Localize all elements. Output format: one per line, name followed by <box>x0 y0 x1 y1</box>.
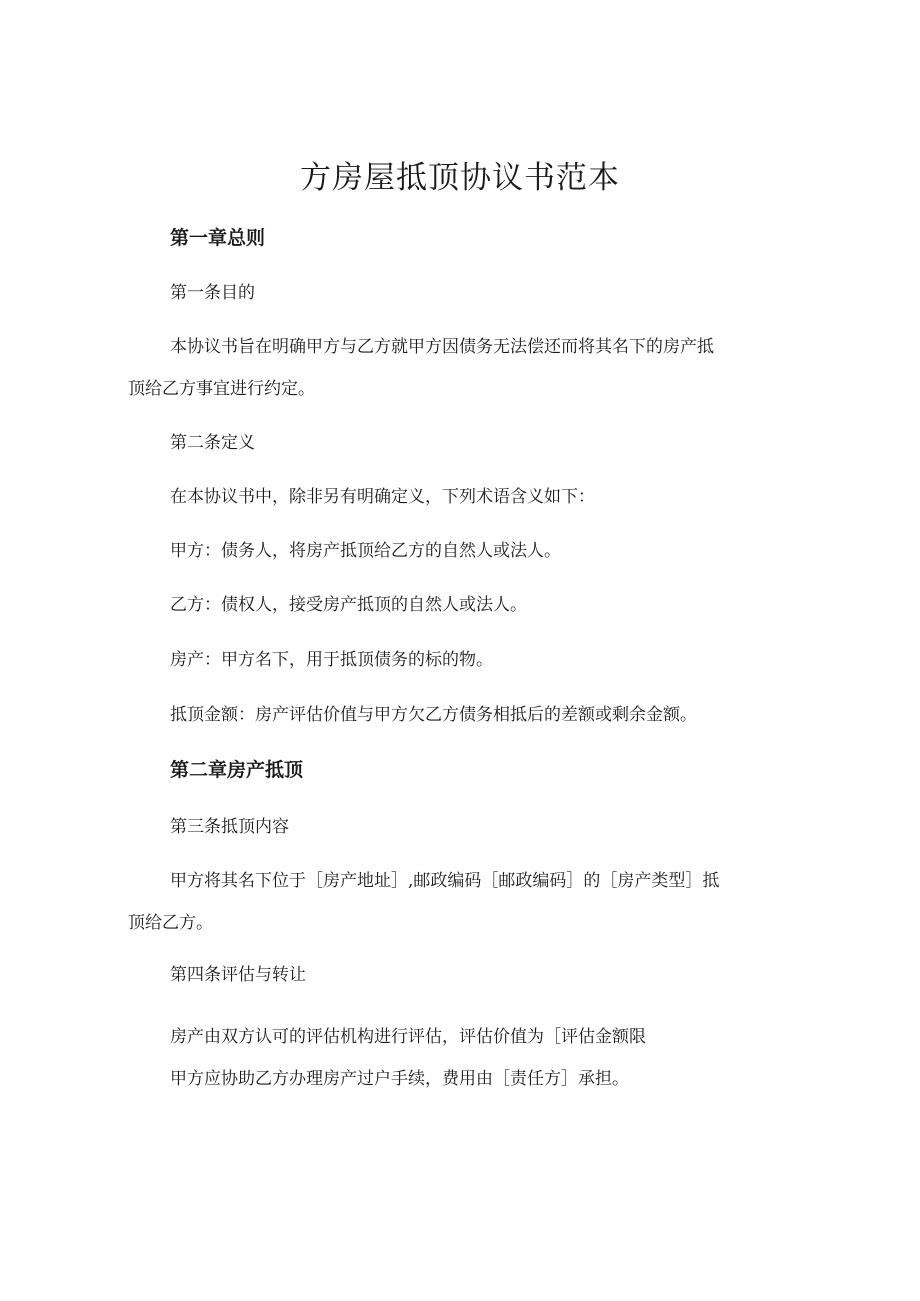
article-2-intro: 在本协议书中，除非另有明确定义，下列术语含义如下： <box>170 487 595 507</box>
article-1-text-line-2: 顶给乙方事宜进行约定。 <box>128 379 315 399</box>
definition-property: 房产：甲方名下，用于抵顶债务的标的物。 <box>170 650 493 670</box>
article-3-text-line-2: 顶给乙方。 <box>128 913 213 933</box>
definition-offset-amount: 抵顶金额：房产评估价值与甲方欠乙方债务相抵后的差额或剩余金额。 <box>170 705 697 725</box>
article-4-text-line-2: 甲方应协助乙方办理房产过户手续，费用由［责任方］承担。 <box>170 1069 629 1089</box>
article-4-heading: 第四条评估与转让 <box>170 965 306 985</box>
article-3-heading: 第三条抵顶内容 <box>170 817 289 837</box>
article-1-heading: 第一条目的 <box>170 283 255 303</box>
article-2-heading: 第二条定义 <box>170 433 255 453</box>
article-1-text-line-1: 本协议书旨在明确甲方与乙方就甲方因债务无法偿还而将其名下的房产抵 <box>170 337 714 357</box>
definition-party-a: 甲方：债务人，将房产抵顶给乙方的自然人或法人。 <box>170 541 561 561</box>
document-title: 方房屋抵顶协议书范本 <box>300 160 620 196</box>
chapter-1-heading: 第一章总则 <box>170 227 266 249</box>
article-4-text-line-1: 房产由双方认可的评估机构进行评估，评估价值为［评估金额限 <box>170 1027 646 1047</box>
article-3-text-line-1: 甲方将其名下位于［房产地址］,邮政编码［邮政编码］的［房产类型］抵 <box>170 871 720 891</box>
chapter-2-heading: 第二章房产抵顶 <box>170 759 304 781</box>
definition-party-b: 乙方：债权人，接受房产抵顶的自然人或法人。 <box>170 595 527 615</box>
